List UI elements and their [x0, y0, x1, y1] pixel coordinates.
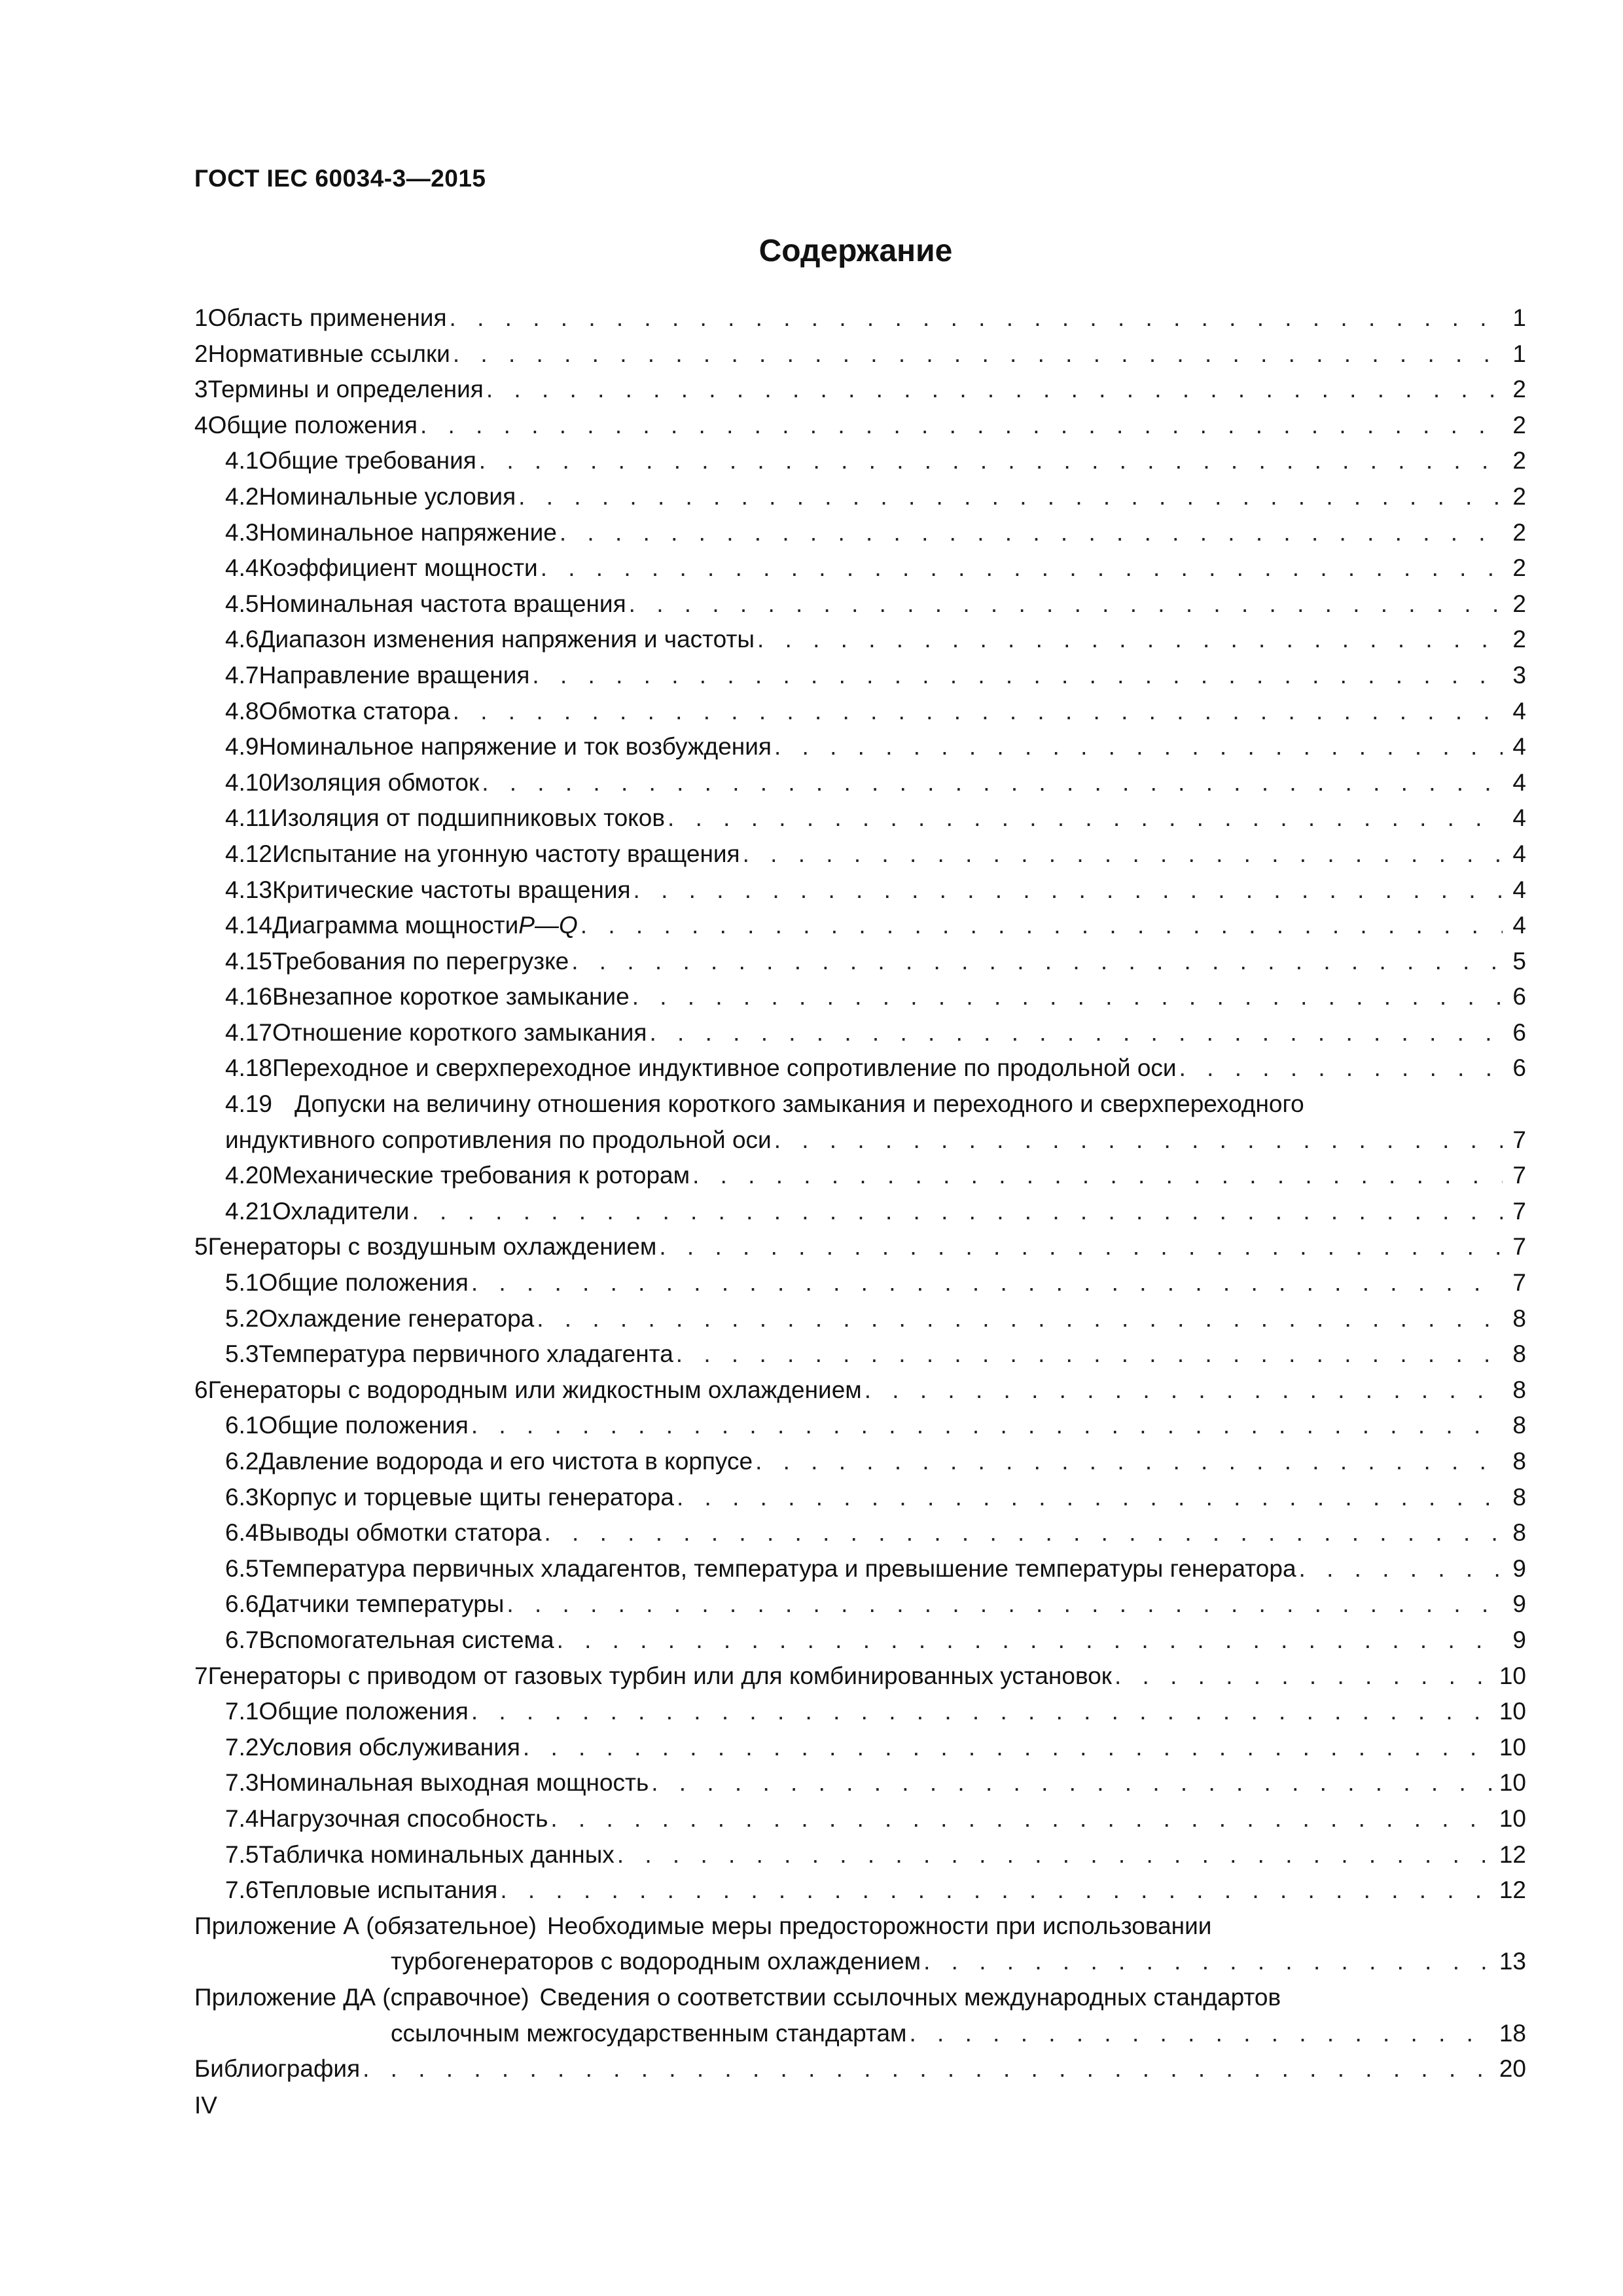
toc-entry-number: 5.1	[225, 1269, 259, 1297]
toc-entry-label: Генераторы с приводом от газовых турбин или для комбинированных установок	[207, 1662, 1112, 1689]
toc-entry[interactable]	[194, 1587, 1526, 1623]
toc-entry-page: 2	[1512, 447, 1526, 475]
toc-entry-number: 7	[194, 1662, 208, 1689]
toc-entry[interactable]	[194, 694, 1526, 730]
toc-entry-page: 6	[1512, 1018, 1526, 1046]
leader-dots	[632, 979, 1503, 1015]
toc-entry-label: Переходное и сверхпереходное индуктивное сопротивление по продольной оси	[272, 1054, 1177, 1082]
toc-entry-page: 12	[1499, 1840, 1526, 1868]
toc-entry-number: 7.4	[225, 1804, 259, 1832]
toc-entry-number: 4.8	[225, 697, 259, 725]
leader-dots	[668, 800, 1503, 836]
bibliography-entry[interactable]	[194, 2051, 1526, 2087]
leader-dots	[412, 1194, 1503, 1230]
toc-entry-label: Механические требования к роторам	[272, 1162, 690, 1189]
leader-dots	[633, 872, 1503, 908]
leader-dots	[420, 408, 1503, 444]
leader-dots	[544, 1515, 1503, 1551]
leader-dots	[1299, 1551, 1503, 1587]
leader-dots	[1115, 1659, 1491, 1695]
toc-entry-number: 7.3	[225, 1769, 259, 1797]
toc-entry-label: Диаграмма мощности	[272, 912, 519, 939]
toc-entry-page: 12	[1499, 1876, 1526, 1904]
toc-entry-label: Нормативные ссылки	[207, 340, 450, 367]
toc-entry-label: Испытание на угонную частоту вращения	[272, 840, 740, 867]
leader-dots	[692, 1158, 1503, 1194]
leader-dots	[471, 1408, 1503, 1444]
toc-entry-number: 4.14	[225, 912, 273, 939]
toc-entry-label: Условия обслуживания	[259, 1733, 520, 1761]
toc-entry[interactable]	[194, 443, 1526, 479]
toc-entry-page: 6	[1512, 1054, 1526, 1082]
leader-dots	[471, 1265, 1503, 1301]
toc-entry-number: 2	[194, 340, 208, 367]
toc-entry-page: 8	[1512, 1448, 1526, 1475]
toc-entry-label: Генераторы с водородным или жидкостным охлаждением	[207, 1376, 862, 1403]
leader-dots	[550, 1801, 1491, 1837]
toc-entry-page: 2	[1512, 376, 1526, 403]
toc-entry-label: Диапазон изменения напряжения и частоты	[259, 626, 755, 653]
toc-entry-number: 4.19	[225, 1090, 273, 1118]
toc-entry-label: Датчики температуры	[259, 1590, 505, 1618]
toc-entry[interactable]	[194, 1694, 1526, 1730]
toc-entry-label: Общие положения	[259, 1412, 469, 1439]
leader-dots	[651, 1765, 1491, 1801]
toc-entry-number: 4	[194, 411, 208, 439]
toc-entry-page: 1	[1512, 340, 1526, 367]
toc-entry-number: 4.3	[225, 518, 259, 546]
toc-entry-page: 4	[1512, 697, 1526, 725]
toc-entry-label: Критические частоты вращения	[272, 876, 631, 903]
appendix-entry[interactable]	[194, 1980, 1526, 2016]
toc-entry-number: 6.4	[225, 1519, 259, 1547]
toc-entry-number: 4.20	[225, 1162, 273, 1189]
toc-entry[interactable]	[194, 336, 1526, 372]
toc-entry-number: 4.13	[225, 876, 273, 903]
toc-entry[interactable]	[194, 1551, 1526, 1587]
toc-entry-page: 9	[1512, 1590, 1526, 1618]
toc-entry[interactable]	[194, 1659, 1526, 1695]
leader-dots	[471, 1694, 1491, 1730]
toc-entry-page: 3	[1512, 661, 1526, 689]
toc-entry-number: 6.5	[225, 1554, 259, 1582]
toc-entry[interactable]	[194, 979, 1526, 1015]
toc-entry-label: Внезапное короткое замыкание	[272, 983, 630, 1011]
toc-entry-label: Общие положения	[259, 1269, 469, 1297]
leader-dots	[677, 1480, 1503, 1516]
toc-entry-continuation	[194, 1122, 1526, 1158]
toc-entry[interactable]	[194, 765, 1526, 801]
toc-entry-label: Общие требования	[259, 447, 476, 475]
toc-entry-number: 4.15	[225, 947, 273, 975]
toc-entry-label: Термины и определения	[207, 376, 484, 403]
toc-entry[interactable]	[194, 1801, 1526, 1837]
leader-dots	[909, 2016, 1491, 2052]
leader-dots	[649, 1015, 1503, 1051]
toc-entry-page: 4	[1512, 733, 1526, 761]
toc-entry-label: Номинальная выходная мощность	[259, 1769, 649, 1797]
toc-entry-page: 8	[1512, 1304, 1526, 1332]
toc-entry-label: Требования по перегрузке	[272, 947, 569, 975]
toc-entry[interactable]	[194, 1336, 1526, 1372]
toc-entry-label: Генераторы с воздушным охлаждением	[207, 1233, 657, 1261]
toc-entry-label: Температура первичного хладагента	[259, 1340, 673, 1368]
leader-dots	[757, 622, 1503, 658]
toc-entry-label: Общие положения	[259, 1698, 469, 1725]
leader-dots	[1179, 1050, 1503, 1086]
leader-dots	[453, 336, 1503, 372]
document-header: ГОСТ IEC 60034-3—2015	[194, 165, 486, 192]
leader-dots	[479, 443, 1503, 479]
toc-entry-page: 4	[1512, 768, 1526, 796]
leader-dots	[453, 694, 1503, 730]
toc-entry-page: 2	[1512, 626, 1526, 653]
toc-entry-label: Табличка номинальных данных	[259, 1840, 615, 1868]
toc-entry-label: Номинальная частота вращения	[259, 590, 626, 617]
toc-entry-page: 8	[1512, 1519, 1526, 1547]
toc-entry-label: Обмотка статора	[259, 697, 450, 725]
toc-entry-number: 6.3	[225, 1483, 259, 1511]
leader-dots	[676, 1336, 1503, 1372]
toc-entry[interactable]	[194, 944, 1526, 980]
leader-dots	[580, 908, 1503, 944]
appendix-label: Сведения о соответствии ссылочных международных стандартов	[539, 1983, 1281, 2011]
toc-entry-label: Выводы обмотки статора	[259, 1519, 542, 1547]
toc-entry-number: 5.2	[225, 1304, 259, 1332]
page-title: Содержание	[758, 234, 953, 268]
toc-entry-label: Изоляция обмоток	[272, 768, 480, 796]
leader-dots	[923, 1944, 1491, 1980]
toc-entry[interactable]	[194, 1086, 1526, 1122]
leader-dots	[532, 658, 1503, 694]
toc-entry-label: Охладители	[272, 1197, 410, 1225]
leader-dots	[659, 1229, 1503, 1265]
page-number: IV	[194, 2092, 217, 2119]
toc-entry-page: 2	[1512, 554, 1526, 582]
toc-entry-number: 5.3	[225, 1340, 259, 1368]
toc-entry-page: 8	[1512, 1412, 1526, 1439]
toc-entry-number: 3	[194, 376, 208, 403]
toc-entry[interactable]	[194, 1444, 1526, 1480]
toc-entry-number: 4.7	[225, 661, 259, 689]
toc-entry-page: 9	[1512, 1554, 1526, 1582]
toc-entry[interactable]	[194, 1372, 1526, 1408]
toc-entry[interactable]	[194, 1158, 1526, 1194]
leader-dots	[518, 479, 1503, 515]
table-of-contents	[194, 300, 1526, 2087]
toc-entry-label: Направление вращения	[259, 661, 530, 689]
toc-entry[interactable]	[194, 1229, 1526, 1265]
appendix-label-continued: ссылочным межгосударственным стандартам	[391, 2019, 907, 2047]
toc-entry-page: 9	[1512, 1626, 1526, 1653]
toc-entry-page: 7	[1512, 1197, 1526, 1225]
toc-entry[interactable]	[194, 1408, 1526, 1444]
toc-entry[interactable]	[194, 586, 1526, 622]
toc-entry[interactable]	[194, 658, 1526, 694]
toc-entry-number: 4.17	[225, 1018, 273, 1046]
toc-entry-page: 8	[1512, 1376, 1526, 1403]
appendix-prefix: Приложение ДА (справочное)	[194, 1983, 529, 2011]
toc-entry-number: 6.7	[225, 1626, 259, 1653]
toc-entry-label: Нагрузочная способность	[259, 1804, 548, 1832]
toc-entry[interactable]	[194, 1515, 1526, 1551]
toc-entry-page: 1	[1512, 304, 1526, 331]
toc-entry-page: 7	[1512, 1233, 1526, 1261]
toc-entry-label: Область применения	[207, 304, 447, 331]
toc-entry-label: Номинальное напряжение	[259, 518, 557, 546]
appendix-continuation	[194, 2016, 1526, 2052]
toc-entry-label: Допуски на величину отношения короткого замыкания и переходного и сверхпереходного	[294, 1090, 1304, 1118]
toc-entry[interactable]	[194, 800, 1526, 836]
toc-entry-page: 2	[1512, 482, 1526, 510]
leader-dots	[774, 1122, 1503, 1158]
toc-entry-number: 4.6	[225, 626, 259, 653]
appendix-page: 13	[1499, 1948, 1526, 1975]
toc-entry-label: Давление водорода и его чистота в корпусе	[259, 1448, 753, 1475]
toc-entry[interactable]	[194, 622, 1526, 658]
toc-entry-page: 4	[1512, 912, 1526, 939]
leader-dots	[571, 944, 1503, 980]
toc-entry-label: Вспомогательная система	[259, 1626, 554, 1653]
toc-entry[interactable]	[194, 515, 1526, 551]
toc-entry-number: 6.1	[225, 1412, 259, 1439]
appendix-prefix: Приложение А (обязательное)	[194, 1912, 537, 1939]
toc-entry-label: Корпус и торцевые щиты генератора	[259, 1483, 674, 1511]
toc-entry-number: 4.11	[225, 804, 271, 832]
leader-dots	[629, 586, 1503, 622]
toc-entry-label: Тепловые испытания	[259, 1876, 498, 1904]
toc-entry[interactable]	[194, 408, 1526, 444]
toc-entry-page: 7	[1512, 1162, 1526, 1189]
toc-entry[interactable]	[194, 300, 1526, 336]
toc-entry-page: 2	[1512, 411, 1526, 439]
toc-entry-number: 7.1	[225, 1698, 259, 1725]
toc-entry-page: 10	[1499, 1804, 1526, 1832]
toc-entry[interactable]	[194, 729, 1526, 765]
toc-entry[interactable]	[194, 1730, 1526, 1766]
toc-entry-number: 4.12	[225, 840, 273, 867]
leader-dots	[617, 1837, 1491, 1873]
toc-entry[interactable]	[194, 1301, 1526, 1337]
toc-entry[interactable]	[194, 1194, 1526, 1230]
toc-entry-number: 7.6	[225, 1876, 259, 1904]
toc-entry-page: 2	[1512, 518, 1526, 546]
toc-entry-number: 6	[194, 1376, 208, 1403]
appendix-page: 18	[1499, 2019, 1526, 2047]
leader-dots	[541, 550, 1503, 586]
toc-entry-label: Общие положения	[207, 411, 418, 439]
toc-entry-number: 4.21	[225, 1197, 273, 1225]
leader-dots	[363, 2051, 1491, 2087]
leader-dots	[523, 1730, 1491, 1766]
toc-entry-label: Номинальное напряжение и ток возбуждения	[259, 733, 772, 761]
toc-entry-page: 10	[1499, 1733, 1526, 1761]
toc-entry-page: 4	[1512, 876, 1526, 903]
toc-entry[interactable]	[194, 1480, 1526, 1516]
toc-entry-page: 8	[1512, 1483, 1526, 1511]
appendix-entry[interactable]	[194, 1909, 1526, 1945]
toc-entry[interactable]	[194, 550, 1526, 586]
toc-entry-number: 5	[194, 1233, 208, 1261]
toc-entry-number: 4.9	[225, 733, 259, 761]
toc-entry[interactable]	[194, 1265, 1526, 1301]
toc-entry-number: 6.2	[225, 1448, 259, 1475]
leader-dots	[743, 836, 1503, 872]
toc-entry-number: 4.1	[225, 447, 259, 475]
leader-dots	[486, 372, 1503, 408]
leader-dots	[755, 1444, 1503, 1480]
bibliography-label: Библиография	[194, 2055, 361, 2083]
toc-entry-number: 1	[194, 304, 208, 331]
toc-entry-number: 4.10	[225, 768, 273, 796]
toc-entry-label: Охлаждение генератора	[259, 1304, 535, 1332]
toc-entry-page: 5	[1512, 947, 1526, 975]
toc-entry-label: Номинальные условия	[259, 482, 516, 510]
toc-entry-number: 4.16	[225, 983, 273, 1011]
toc-entry[interactable]	[194, 836, 1526, 872]
toc-entry-page: 4	[1512, 804, 1526, 832]
toc-entry-label-italic: P—Q	[518, 912, 578, 939]
leader-dots	[774, 729, 1503, 765]
toc-entry-number: 4.4	[225, 554, 259, 582]
toc-entry-page: 7	[1512, 1126, 1526, 1153]
leader-dots	[507, 1587, 1503, 1623]
toc-entry-label: Коэффициент мощности	[259, 554, 538, 582]
toc-entry-page: 7	[1512, 1269, 1526, 1297]
toc-entry-page: 4	[1512, 840, 1526, 867]
toc-entry[interactable]	[194, 479, 1526, 515]
leader-dots	[500, 1873, 1491, 1909]
leader-dots	[865, 1372, 1503, 1408]
toc-entry-label: Изоляция от подшипниковых токов	[270, 804, 666, 832]
toc-entry-label: Температура первичных хладагентов, температура и превышение температуры генератора	[259, 1554, 1296, 1582]
leader-dots	[537, 1301, 1503, 1337]
toc-entry-number: 7.2	[225, 1733, 259, 1761]
appendix-label-continued: турбогенераторов с водородным охлаждением	[391, 1948, 921, 1975]
toc-entry-number: 4.18	[225, 1054, 273, 1082]
toc-entry-page: 6	[1512, 983, 1526, 1011]
leader-dots	[482, 765, 1503, 801]
toc-entry-page: 10	[1499, 1662, 1526, 1689]
leader-dots	[557, 1623, 1503, 1659]
toc-entry[interactable]	[194, 1050, 1526, 1086]
toc-entry[interactable]	[194, 908, 1526, 944]
toc-entry-page: 8	[1512, 1340, 1526, 1368]
appendix-continuation	[194, 1944, 1526, 1980]
toc-entry-number: 6.6	[225, 1590, 259, 1618]
toc-entry-number: 7.5	[225, 1840, 259, 1868]
toc-entry-label: Отношение короткого замыкания	[272, 1018, 647, 1046]
leader-dots	[560, 515, 1503, 551]
toc-entry[interactable]	[194, 1015, 1526, 1051]
toc-entry-number: 4.2	[225, 482, 259, 510]
toc-entry-number: 4.5	[225, 590, 259, 617]
toc-entry[interactable]	[194, 372, 1526, 408]
toc-entry[interactable]	[194, 1873, 1526, 1909]
appendix-label: Необходимые меры предосторожности при использовании	[546, 1912, 1212, 1939]
toc-entry[interactable]	[194, 872, 1526, 908]
toc-entry[interactable]	[194, 1837, 1526, 1873]
toc-entry-page: 10	[1499, 1769, 1526, 1797]
toc-entry-label-continued: индуктивного сопротивления по продольной оси	[225, 1126, 772, 1153]
toc-entry[interactable]	[194, 1623, 1526, 1659]
bibliography-page: 20	[1499, 2055, 1526, 2083]
toc-entry-page: 2	[1512, 590, 1526, 617]
toc-entry[interactable]	[194, 1765, 1526, 1801]
toc-entry-page: 10	[1499, 1698, 1526, 1725]
leader-dots	[450, 300, 1503, 336]
